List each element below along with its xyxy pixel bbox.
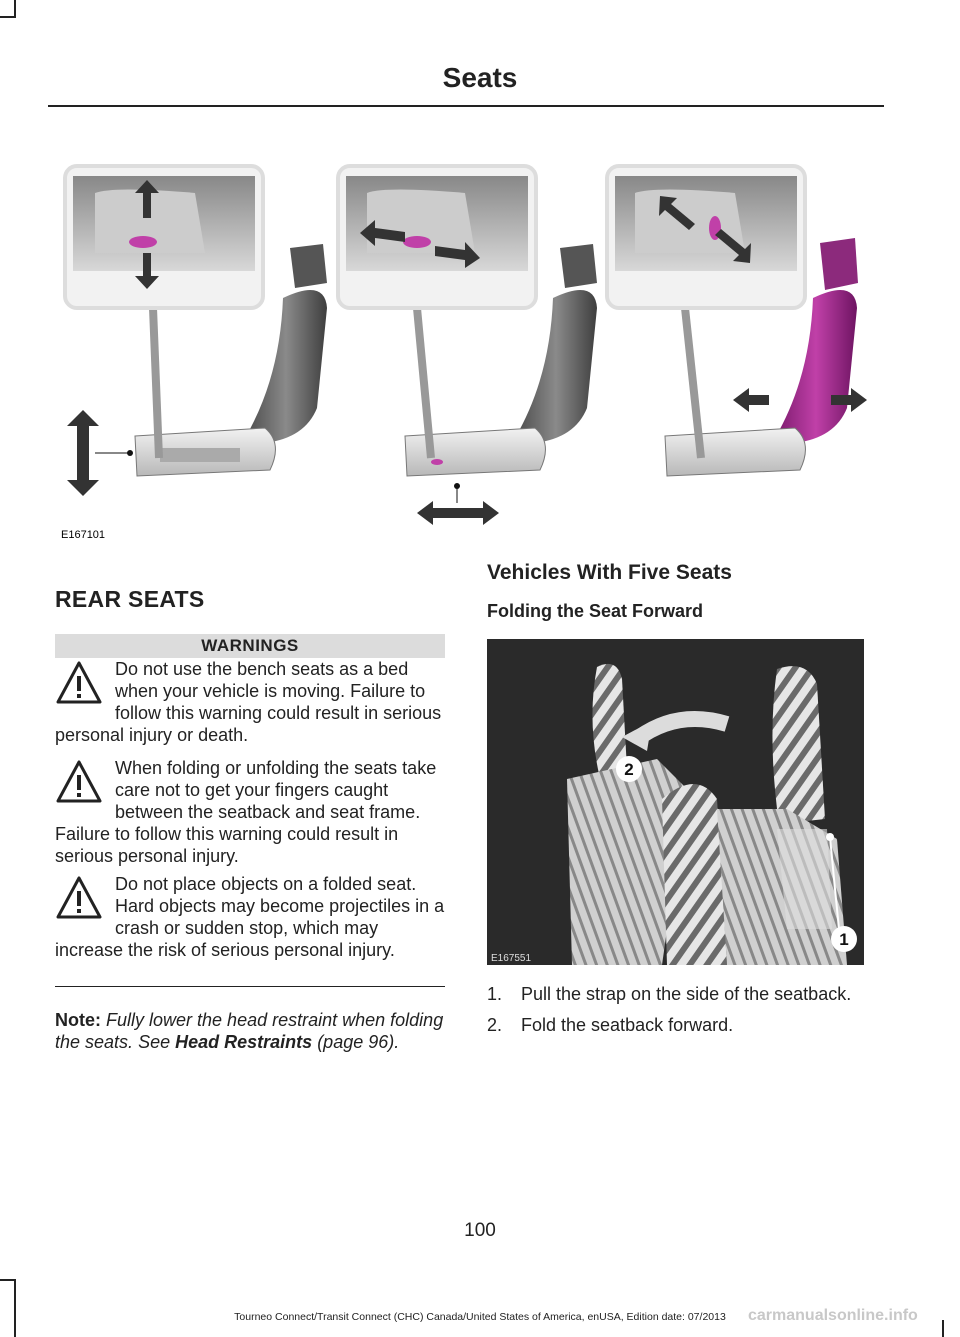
note-label: Note: bbox=[55, 1010, 101, 1030]
warnings-heading: WARNINGS bbox=[55, 634, 445, 658]
seatback-recline-adjust bbox=[607, 166, 867, 476]
step-number: 2. bbox=[487, 1015, 503, 1035]
fold-seat-figure bbox=[487, 639, 864, 965]
note-page-ref[interactable]: (page 96). bbox=[317, 1032, 400, 1052]
step-text: Fold the seatback forward. bbox=[521, 1015, 734, 1035]
warning-item bbox=[55, 757, 447, 867]
note-paragraph bbox=[55, 1009, 447, 1053]
seat-fore-aft-adjust bbox=[338, 166, 597, 525]
note-see: See bbox=[138, 1032, 171, 1052]
step-text: Pull the strap on the side of the seatback. bbox=[521, 984, 852, 1004]
section-heading: REAR SEATS bbox=[55, 586, 205, 612]
warning-text: Do not use the bench seats as a bed when your vehicle is moving. Failure to follow this warning could result in serious personal injury or death. bbox=[55, 659, 442, 745]
seat-adjustment-figure bbox=[55, 158, 875, 543]
subsection-subheading: Folding the Seat Forward bbox=[487, 601, 704, 621]
page-footer: Tourneo Connect/Transit Connect (CHC) Canada/United States of America, enUSA, Edition date: 07/2013 bbox=[234, 1311, 726, 1323]
warning-item bbox=[55, 658, 447, 746]
list-item bbox=[487, 983, 887, 1005]
seat-height-adjust bbox=[65, 166, 327, 496]
head-restraints-link[interactable]: Head Restraints bbox=[175, 1032, 313, 1052]
warning-text: When folding or unfolding the seats take care not to get your fingers caught between the seatback and seat frame. Failure to follow this warning could result in serious personal injury. bbox=[55, 758, 437, 866]
warning-text: Do not place objects on a folded seat. Hard objects may become projectiles in a crash or sudden stop, which may increase the risk of serious personal injury. bbox=[55, 874, 445, 960]
callout-1: 1 bbox=[839, 930, 849, 949]
figure-code: E167551 bbox=[491, 953, 532, 964]
warning-item bbox=[55, 873, 447, 961]
figure-code: E167101 bbox=[61, 529, 106, 541]
note-text: Fully lower the head restraint when folding the seats. bbox=[55, 1010, 444, 1052]
steps-list bbox=[487, 983, 887, 1045]
seat-adjustment-illustration bbox=[55, 158, 875, 543]
warning-triangle-icon bbox=[55, 875, 103, 921]
fold-seat-illustration bbox=[487, 639, 864, 965]
page-title: Seats bbox=[442, 62, 518, 93]
watermark: carmanualsonline.info bbox=[748, 1307, 918, 1324]
crop-mark bbox=[14, 1280, 16, 1337]
subsection-heading: Vehicles With Five Seats bbox=[487, 561, 732, 584]
crop-mark bbox=[0, 16, 16, 18]
crop-mark bbox=[0, 1279, 16, 1281]
list-item bbox=[487, 1014, 887, 1036]
warning-triangle-icon bbox=[55, 660, 103, 706]
step-number: 1. bbox=[487, 984, 503, 1004]
warnings-divider bbox=[55, 986, 445, 987]
callout-2: 2 bbox=[624, 760, 634, 779]
warning-triangle-icon bbox=[55, 759, 103, 805]
header-rule bbox=[48, 105, 884, 107]
page-number: 100 bbox=[464, 1220, 496, 1241]
